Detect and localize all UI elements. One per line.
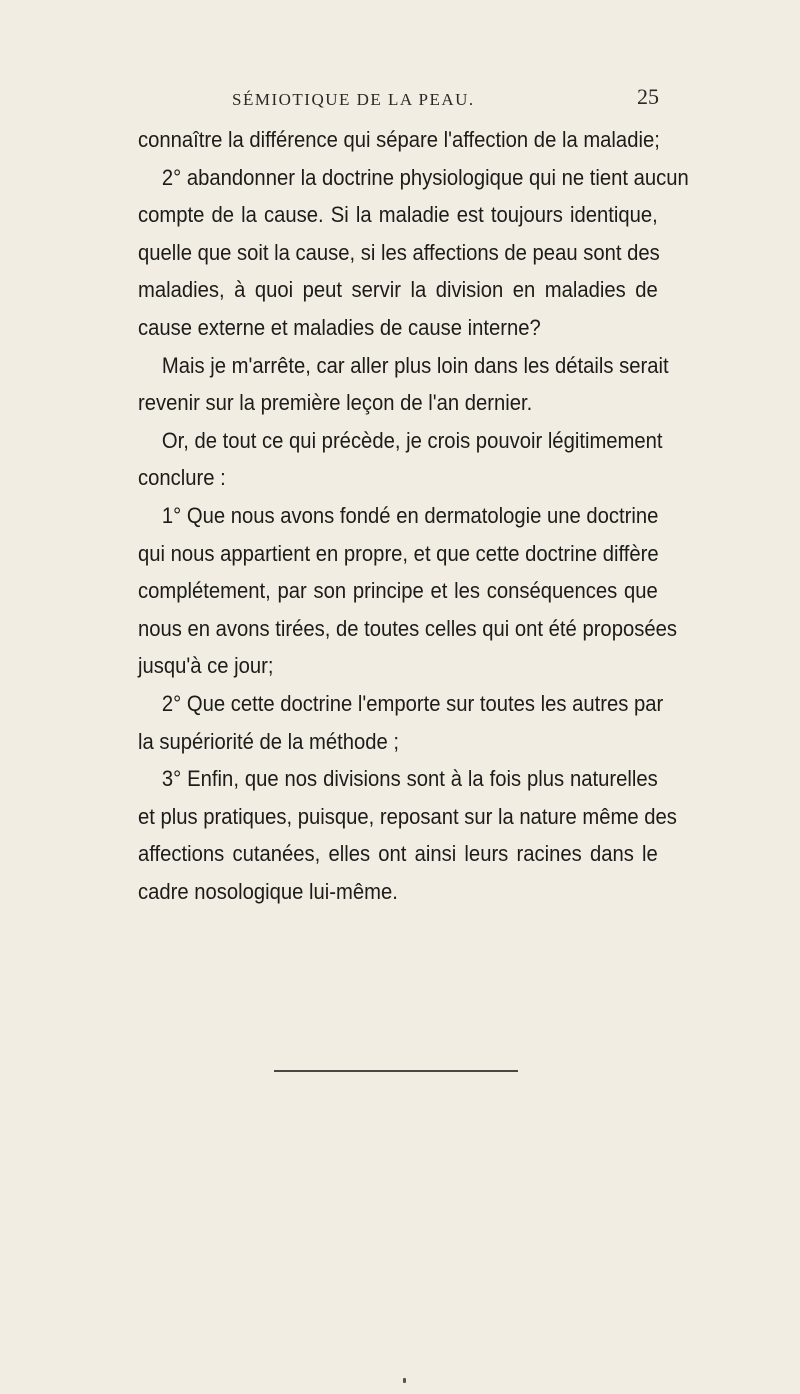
text-line: complétement, par son principe et les conséquences que — [138, 578, 658, 604]
end-rule — [274, 1070, 518, 1072]
text-line: connaître la différence qui sépare l'affection de la maladie; — [138, 127, 660, 152]
page-number: 25 — [637, 84, 659, 109]
text-line: jusqu'à ce jour; — [138, 653, 274, 679]
text-line: maladies, à quoi peut servir la division en maladies de — [138, 277, 658, 303]
body-text — [138, 121, 689, 910]
text-line: 1° Que nous avons fondé en dermatologie une doctrine — [161, 502, 659, 528]
text-line: cadre nosologique lui-même. — [138, 878, 398, 904]
text-line: compte de la cause. Si la maladie est toujours identique, — [138, 202, 658, 228]
print-speck — [403, 1378, 406, 1383]
text-line: 2° Que cette doctrine l'emporte sur toutes les autres par — [161, 690, 664, 716]
text-line: 2° abandonner la doctrine physiologique qui ne tient aucun — [161, 164, 689, 190]
text-line: et plus pratiques, puisque, reposant sur la nature même des — [138, 803, 677, 829]
text-line: quelle que soit la cause, si les affections de peau sont des — [138, 239, 660, 265]
text-line: la supériorité de la méthode ; — [138, 728, 400, 754]
text-line: 3° Enfin, que nos divisions sont à la fois plus naturelles — [161, 766, 658, 792]
text-line: revenir sur la première leçon de l'an dernier. — [138, 390, 533, 416]
text-line: conclure : — [138, 465, 226, 491]
text-line: Mais je m'arrête, car aller plus loin dans les détails serait — [161, 352, 669, 378]
text-line: affections cutanées, elles ont ainsi leurs racines dans le — [138, 841, 658, 867]
text-line: nous en avons tirées, de toutes celles qui ont été proposées — [138, 615, 677, 641]
page-header — [0, 84, 800, 114]
text-line: Or, de tout ce qui précède, je crois pouvoir légitimement — [161, 427, 663, 453]
text-line: qui nous appartient en propre, et que cette doctrine diffère — [138, 540, 659, 566]
running-title: SÉMIOTIQUE DE LA PEAU. — [232, 90, 475, 109]
text-line: cause externe et maladies de cause interne? — [138, 314, 541, 340]
